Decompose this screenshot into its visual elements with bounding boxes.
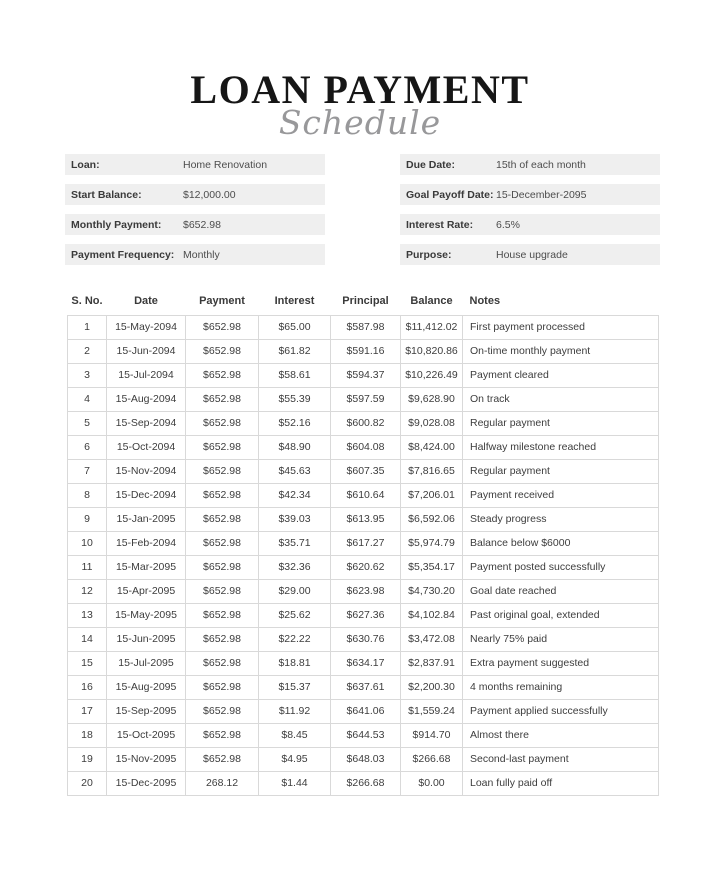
cell-balance: $8,424.00: [401, 435, 463, 459]
cell-principal: $600.82: [331, 411, 401, 435]
info-field-payment-frequency: [65, 244, 325, 265]
cell-principal: $597.59: [331, 387, 401, 411]
cell-balance: $9,628.90: [401, 387, 463, 411]
cell-principal: $587.98: [331, 315, 401, 339]
cell-principal: $641.06: [331, 699, 401, 723]
cell-payment: $652.98: [186, 723, 259, 747]
cell-date: 15-Sep-2095: [107, 699, 186, 723]
schedule-table-body: [68, 315, 659, 795]
field-value: 15-December-2095: [496, 188, 587, 201]
cell-payment: $652.98: [186, 435, 259, 459]
cell-notes: On-time monthly payment: [463, 339, 659, 363]
cell-balance: $7,816.65: [401, 459, 463, 483]
cell-interest: $8.45: [259, 723, 331, 747]
info-field-start-balance: [65, 184, 325, 205]
cell-payment: 268.12: [186, 771, 259, 795]
cell-balance: $10,820.86: [401, 339, 463, 363]
info-field-purpose: [400, 244, 660, 265]
cell-balance: $10,226.49: [401, 363, 463, 387]
column-header-sno: S. No.: [71, 295, 103, 308]
cell-date: 15-Apr-2095: [107, 579, 186, 603]
cell-payment: $652.98: [186, 627, 259, 651]
cell-date: 15-Jul-2095: [107, 651, 186, 675]
cell-principal: $623.98: [331, 579, 401, 603]
info-field-interest-rate: [400, 214, 660, 235]
cell-sno: 7: [68, 459, 107, 483]
cell-notes: Payment posted successfully: [463, 555, 659, 579]
cell-date: 15-Aug-2095: [107, 675, 186, 699]
field-label: Monthly Payment:: [71, 218, 162, 231]
cell-interest: $11.92: [259, 699, 331, 723]
cell-balance: $11,412.02: [401, 315, 463, 339]
schedule-table-wrap: [67, 288, 658, 796]
cell-notes: Halfway milestone reached: [463, 435, 659, 459]
field-value: $652.98: [183, 218, 221, 231]
cell-balance: $3,472.08: [401, 627, 463, 651]
cell-balance: $266.68: [401, 747, 463, 771]
table-row: [68, 627, 659, 651]
cell-date: 15-Dec-2094: [107, 483, 186, 507]
info-field-due-date: [400, 154, 660, 175]
cell-balance: $7,206.01: [401, 483, 463, 507]
cell-payment: $652.98: [186, 531, 259, 555]
cell-interest: $52.16: [259, 411, 331, 435]
table-row: [68, 603, 659, 627]
cell-notes: Regular payment: [463, 459, 659, 483]
table-row: [68, 339, 659, 363]
cell-sno: 8: [68, 483, 107, 507]
cell-interest: $55.39: [259, 387, 331, 411]
cell-date: 15-Sep-2094: [107, 411, 186, 435]
cell-date: 15-Dec-2095: [107, 771, 186, 795]
cell-sno: 11: [68, 555, 107, 579]
cell-date: 15-Oct-2094: [107, 435, 186, 459]
cell-notes: Goal date reached: [463, 579, 659, 603]
table-row: [68, 771, 659, 795]
field-label: Loan:: [71, 158, 100, 171]
cell-payment: $652.98: [186, 387, 259, 411]
cell-date: 15-Jun-2095: [107, 627, 186, 651]
column-header-balance: Balance: [410, 295, 453, 308]
cell-notes: Balance below $6000: [463, 531, 659, 555]
cell-date: 15-May-2095: [107, 603, 186, 627]
cell-notes: 4 months remaining: [463, 675, 659, 699]
cell-payment: $652.98: [186, 507, 259, 531]
cell-payment: $652.98: [186, 339, 259, 363]
cell-notes: Nearly 75% paid: [463, 627, 659, 651]
column-header-payment: Payment: [199, 295, 245, 308]
info-field-goal-payoff-date: [400, 184, 660, 205]
field-label: Interest Rate:: [406, 218, 474, 231]
cell-payment: $652.98: [186, 579, 259, 603]
cell-sno: 17: [68, 699, 107, 723]
page-title: LOAN PAYMENT: [190, 67, 530, 112]
cell-principal: $591.16: [331, 339, 401, 363]
cell-sno: 10: [68, 531, 107, 555]
cell-balance: $4,102.84: [401, 603, 463, 627]
cell-interest: $61.82: [259, 339, 331, 363]
cell-payment: $652.98: [186, 699, 259, 723]
cell-payment: $652.98: [186, 555, 259, 579]
cell-interest: $4.95: [259, 747, 331, 771]
cell-balance: $914.70: [401, 723, 463, 747]
cell-balance: $5,974.79: [401, 531, 463, 555]
cell-sno: 14: [68, 627, 107, 651]
cell-date: 15-Mar-2095: [107, 555, 186, 579]
field-label: Goal Payoff Date:: [406, 188, 494, 201]
cell-sno: 15: [68, 651, 107, 675]
cell-balance: $4,730.20: [401, 579, 463, 603]
field-label: Due Date:: [406, 158, 456, 171]
cell-principal: $637.61: [331, 675, 401, 699]
cell-notes: Second-last payment: [463, 747, 659, 771]
cell-payment: $652.98: [186, 747, 259, 771]
cell-principal: $627.36: [331, 603, 401, 627]
cell-payment: $652.98: [186, 675, 259, 699]
table-row: [68, 555, 659, 579]
table-row: [68, 507, 659, 531]
schedule-table: [67, 288, 659, 796]
cell-principal: $620.62: [331, 555, 401, 579]
table-row: [68, 747, 659, 771]
cell-interest: $29.00: [259, 579, 331, 603]
field-value: Home Renovation: [183, 158, 268, 171]
field-value: 6.5%: [496, 218, 520, 231]
cell-payment: $652.98: [186, 459, 259, 483]
field-value: $12,000.00: [183, 188, 236, 201]
cell-date: 15-Jul-2094: [107, 363, 186, 387]
cell-interest: $15.37: [259, 675, 331, 699]
cell-interest: $58.61: [259, 363, 331, 387]
cell-notes: Payment cleared: [463, 363, 659, 387]
cell-payment: $652.98: [186, 603, 259, 627]
table-row: [68, 579, 659, 603]
cell-date: 15-Nov-2095: [107, 747, 186, 771]
cell-date: 15-Aug-2094: [107, 387, 186, 411]
cell-payment: $652.98: [186, 651, 259, 675]
cell-notes: Almost there: [463, 723, 659, 747]
column-header-date: Date: [134, 295, 158, 308]
table-row: [68, 315, 659, 339]
table-row: [68, 459, 659, 483]
cell-interest: $35.71: [259, 531, 331, 555]
cell-notes: First payment processed: [463, 315, 659, 339]
cell-interest: $32.36: [259, 555, 331, 579]
cell-sno: 2: [68, 339, 107, 363]
cell-interest: $18.81: [259, 651, 331, 675]
cell-interest: $45.63: [259, 459, 331, 483]
table-row: [68, 411, 659, 435]
cell-notes: Loan fully paid off: [463, 771, 659, 795]
cell-principal: $617.27: [331, 531, 401, 555]
table-row: [68, 531, 659, 555]
cell-balance: $0.00: [401, 771, 463, 795]
cell-principal: $604.08: [331, 435, 401, 459]
cell-balance: $2,837.91: [401, 651, 463, 675]
table-row: [68, 675, 659, 699]
cell-sno: 19: [68, 747, 107, 771]
cell-notes: Payment received: [463, 483, 659, 507]
cell-principal: $634.17: [331, 651, 401, 675]
field-label: Purpose:: [406, 248, 452, 261]
table-row: [68, 363, 659, 387]
cell-payment: $652.98: [186, 483, 259, 507]
cell-interest: $25.62: [259, 603, 331, 627]
cell-interest: $48.90: [259, 435, 331, 459]
cell-balance: $9,028.08: [401, 411, 463, 435]
cell-payment: $652.98: [186, 363, 259, 387]
table-header-row: [68, 288, 659, 315]
cell-principal: $613.95: [331, 507, 401, 531]
cell-sno: 16: [68, 675, 107, 699]
table-row: [68, 723, 659, 747]
field-label: Payment Frequency:: [71, 248, 175, 261]
cell-date: 15-Jan-2095: [107, 507, 186, 531]
cell-notes: Regular payment: [463, 411, 659, 435]
loan-info-right: [400, 154, 660, 274]
cell-sno: 3: [68, 363, 107, 387]
cell-date: 15-Feb-2094: [107, 531, 186, 555]
cell-interest: $42.34: [259, 483, 331, 507]
table-row: [68, 387, 659, 411]
cell-balance: $1,559.24: [401, 699, 463, 723]
cell-date: 15-Nov-2094: [107, 459, 186, 483]
cell-sno: 6: [68, 435, 107, 459]
table-row: [68, 651, 659, 675]
title-block: [0, 0, 720, 142]
field-value: Monthly: [183, 248, 220, 261]
cell-sno: 1: [68, 315, 107, 339]
cell-principal: $594.37: [331, 363, 401, 387]
cell-interest: $65.00: [259, 315, 331, 339]
cell-notes: Payment applied successfully: [463, 699, 659, 723]
info-field-loan: [65, 154, 325, 175]
cell-sno: 5: [68, 411, 107, 435]
cell-principal: $630.76: [331, 627, 401, 651]
cell-payment: $652.98: [186, 315, 259, 339]
info-field-monthly-payment: [65, 214, 325, 235]
column-header-notes: Notes: [469, 295, 501, 308]
cell-date: 15-Oct-2095: [107, 723, 186, 747]
cell-principal: $644.53: [331, 723, 401, 747]
field-value: 15th of each month: [496, 158, 586, 171]
cell-balance: $5,354.17: [401, 555, 463, 579]
table-row: [68, 699, 659, 723]
cell-sno: 18: [68, 723, 107, 747]
loan-info-left: [65, 154, 325, 274]
cell-balance: $6,592.06: [401, 507, 463, 531]
field-value: House upgrade: [496, 248, 568, 261]
field-label: Start Balance:: [71, 188, 142, 201]
cell-interest: $39.03: [259, 507, 331, 531]
cell-sno: 20: [68, 771, 107, 795]
cell-sno: 9: [68, 507, 107, 531]
cell-payment: $652.98: [186, 411, 259, 435]
cell-principal: $607.35: [331, 459, 401, 483]
cell-notes: On track: [463, 387, 659, 411]
cell-notes: Extra payment suggested: [463, 651, 659, 675]
table-row: [68, 435, 659, 459]
page-subtitle: Schedule: [278, 103, 442, 142]
cell-sno: 13: [68, 603, 107, 627]
cell-notes: Steady progress: [463, 507, 659, 531]
cell-sno: 12: [68, 579, 107, 603]
cell-notes: Past original goal, extended: [463, 603, 659, 627]
column-header-interest: Interest: [274, 295, 315, 308]
cell-principal: $266.68: [331, 771, 401, 795]
cell-interest: $1.44: [259, 771, 331, 795]
cell-sno: 4: [68, 387, 107, 411]
cell-balance: $2,200.30: [401, 675, 463, 699]
cell-interest: $22.22: [259, 627, 331, 651]
cell-principal: $610.64: [331, 483, 401, 507]
cell-date: 15-Jun-2094: [107, 339, 186, 363]
cell-date: 15-May-2094: [107, 315, 186, 339]
cell-principal: $648.03: [331, 747, 401, 771]
loan-info-section: [0, 154, 720, 274]
column-header-principal: Principal: [342, 295, 389, 308]
table-row: [68, 483, 659, 507]
